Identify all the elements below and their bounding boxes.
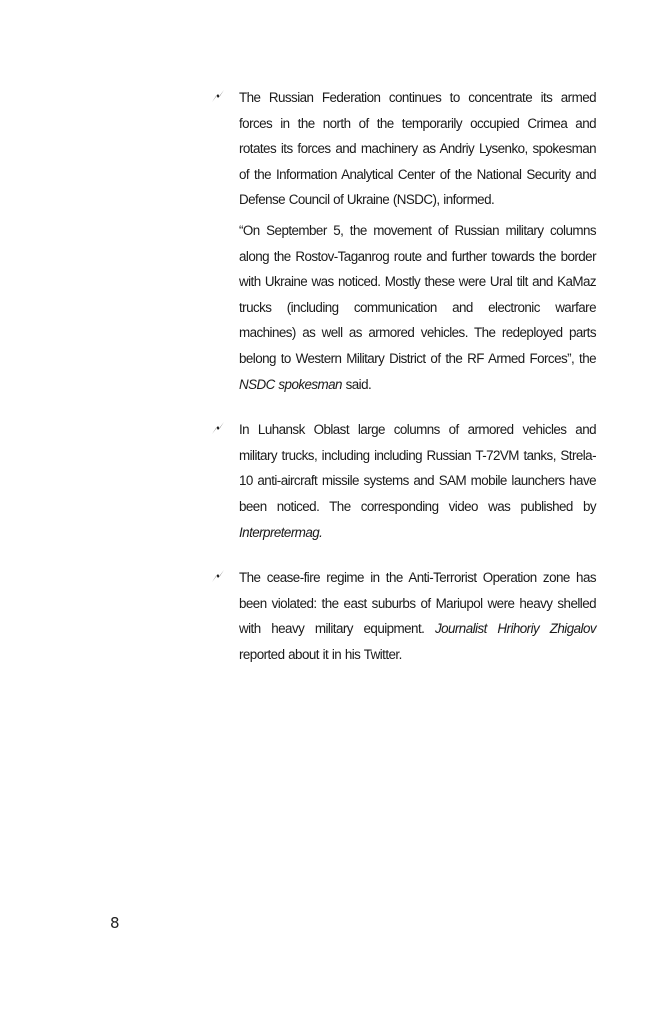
lightning-bolt-icon — [211, 421, 225, 435]
italic-text-segment: Interpretermag. — [239, 524, 323, 540]
text-segment: In Luhansk Oblast large columns of armored vehicles and military trucks, including including Russian T-72VM tanks, Strela-10 anti-aircraft missile systems and SAM mobile launchers have been noticed. The corresponding video was published by — [239, 422, 596, 514]
text-segment: The Russian Federation continues to concentrate its armed forces in the north of the temporarily occupied Crimea and rotates its forces and machinery as Andriy Lysenko, spokesman of the Information Analytical Center of the National Security and Defense Council of Ukraine (NSDC), informed. — [239, 90, 596, 208]
paragraph — [239, 417, 596, 545]
list-item — [211, 565, 596, 667]
text-segment: The cease-fire regime in the Anti-Terrorist Operation zone has been violated: the east suburbs of Mariupol were heavy shelled with heavy military equipment. — [239, 570, 596, 637]
paragraph — [239, 565, 596, 667]
list-item — [211, 417, 596, 545]
text-segment: said. — [341, 376, 372, 392]
page-number: 8 — [110, 914, 120, 932]
list-item — [211, 85, 596, 397]
lightning-bolt-icon — [211, 569, 225, 583]
bulleted-list — [211, 85, 596, 667]
italic-text-segment: Journalist Hrihoriy Zhigalov — [434, 621, 596, 637]
quote-paragraph — [239, 218, 596, 397]
lightning-bolt-icon — [211, 89, 225, 103]
italic-text-segment: NSDC spokesman — [239, 376, 342, 392]
paragraph — [239, 85, 596, 213]
text-segment: reported about it in his Twitter. — [239, 646, 402, 662]
text-segment: “On September 5, the movement of Russian military columns along the Rostov-Taganrog route and further towards the border with Ukraine was noticed. Mostly these were Ural tilt and KaMaz trucks (including communication and electronic warfare machines) as well as armored vehicles. The redeployed parts belong to Western Military District of the RF Armed Forces”, the — [239, 222, 596, 366]
